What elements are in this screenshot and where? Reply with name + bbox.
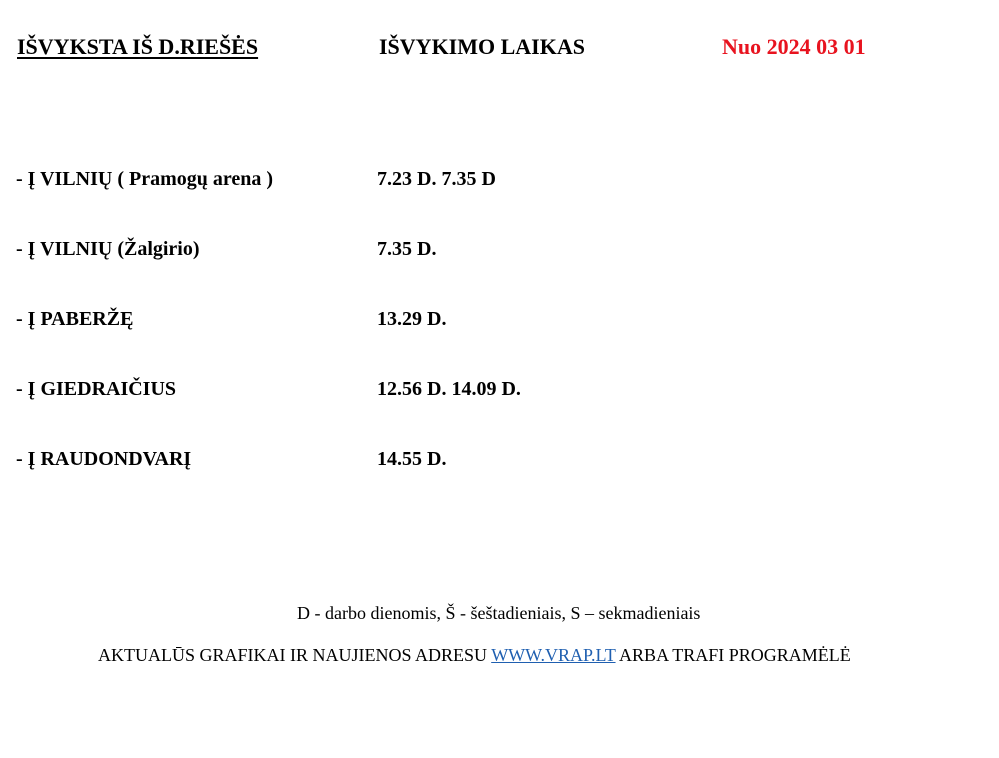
route-row xyxy=(0,168,999,238)
route-departure-times: 12.56 D. 14.09 D. xyxy=(377,378,521,400)
route-destination: - Į PABERŽĘ xyxy=(16,308,134,330)
route-departure-times: 14.55 D. xyxy=(377,448,447,470)
route-row xyxy=(0,238,999,308)
departure-origin-title: IŠVYKSTA IŠ D.RIEŠĖS xyxy=(17,34,259,59)
route-destination: - Į RAUDONDVARĮ xyxy=(16,448,192,470)
schedule-notice xyxy=(98,645,851,666)
route-departure-times: 13.29 D. xyxy=(377,308,447,330)
route-destination: - Į VILNIŲ (Žalgirio) xyxy=(16,238,200,260)
route-row xyxy=(0,448,999,518)
route-destination: - Į GIEDRAIČIUS xyxy=(16,378,177,400)
day-legend: D - darbo dienomis, Š - šeštadieniais, S – sekmadieniais xyxy=(297,603,701,623)
notice-text-after: ARBA TRAFI PROGRAMĖLĖ xyxy=(615,645,851,665)
route-row xyxy=(0,308,999,378)
valid-from-date: Nuo 2024 03 01 xyxy=(722,34,866,59)
route-list xyxy=(0,168,999,518)
route-departure-times: 7.23 D. 7.35 D xyxy=(377,168,496,190)
notice-text-before: AKTUALŪS GRAFIKAI IR NAUJIENOS ADRESU xyxy=(98,645,492,665)
route-row xyxy=(0,378,999,448)
route-departure-times: 7.35 D. xyxy=(377,238,437,260)
vrap-website-link[interactable]: WWW.VRAP.LT xyxy=(491,645,616,665)
departure-time-title: IŠVYKIMO LAIKAS xyxy=(379,34,585,59)
route-destination: - Į VILNIŲ ( Pramogų arena ) xyxy=(16,168,274,190)
schedule-header xyxy=(0,34,999,64)
